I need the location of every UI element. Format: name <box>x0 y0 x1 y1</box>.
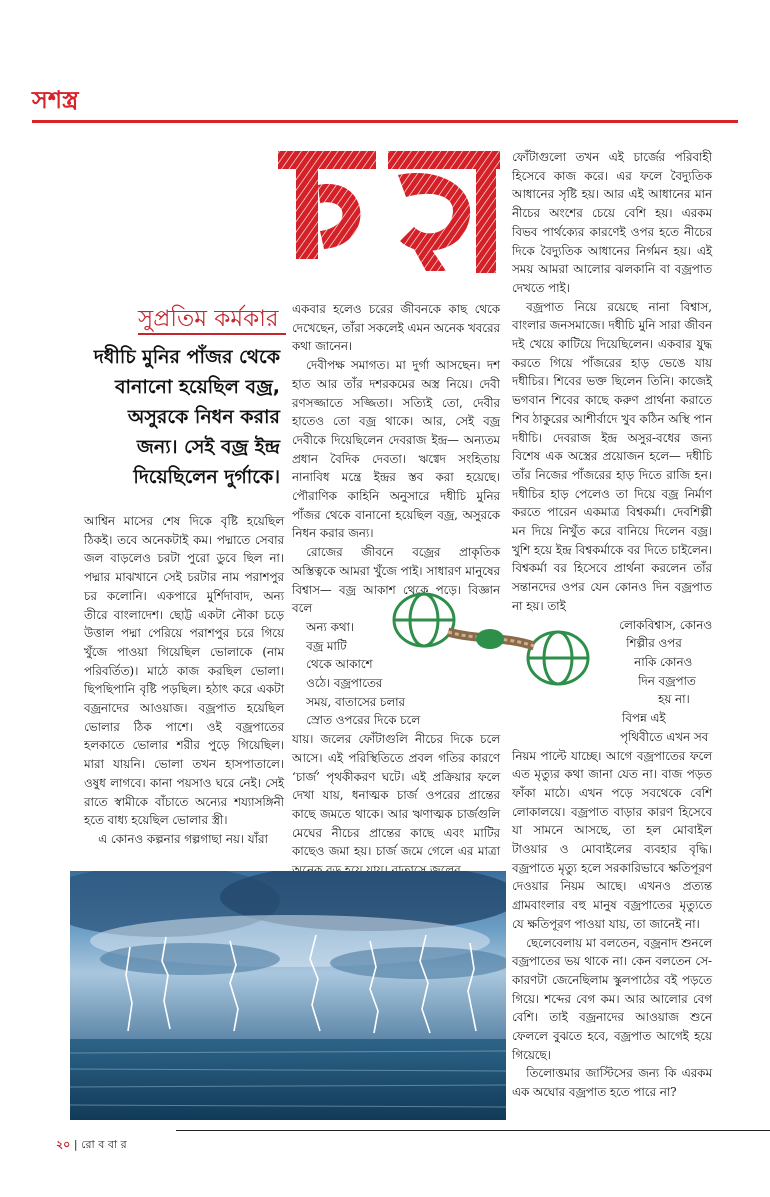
text-line: লোকবিশ্বাস, কোনও <box>619 617 712 632</box>
text-line: বজ্র মাটি <box>306 638 347 653</box>
author-byline: সুপ্রতিম কর্মকার <box>138 306 279 332</box>
lightning-sea-photo <box>70 871 506 1120</box>
section-divider <box>32 120 738 123</box>
article-dek: দধীচি মুনির পাঁজর থেকে বানানো হয়েছিল বজ্র, অসুরকে নিধন করার জন্য। সেই বজ্র ইন্দ্র দিয়েছিলেন দুর্গাকে। <box>93 346 280 488</box>
text-line: স্রোত ওপরের দিকে চলে <box>306 713 421 728</box>
paragraph: একবার হলেও চরের জীবনকে কাছ থেকে দেখেছেন, তাঁরা সকলেই এমন অনেক খবরের কথা জানেন। <box>292 302 500 354</box>
page-number: ২০ <box>56 1138 71 1151</box>
paragraph: আশ্বিন মাসের শেষ দিকে বৃষ্টি হয়েছিল ঠিকই। তবে অনেকটাই কম। পদ্মাতে সেবার জল বাড়লেও চরটা পুরো ডুবে ছিল না। পদ্মার মাঝখানে সেই চরটার নাম পরাশপুর চর কলোনি। একপারে মুর্শিদাবাদ, অন্য তীরে বাংলাদেশ। ছোট্ট একটা নৌকা চড়ে উত্তাল পদ্মা পেরিয়ে পরাশপুর চরে গিয়ে খুঁজে পাওয়া গিয়েছিল ভোলাকে (নাম পরিবর্তিত)। মাঠে কাজ করছিল ভোলা। ছিপছিপানি বৃষ্টি পড়ছিল। হঠাৎ করে একটা বজ্রনাদের আওয়াজ। বজ্রপাত হয়েছিল ভোলার ঠিক পাশে। ওই বজ্রপাতের হলকাতে ভোলার শরীর পুড়ে গিয়েছিল। মারা যায়নি। ভোলা তখন হাসপাতালে। ওষুধ লাগবে। কানা পয়সাও ঘরে নেই। সেই রাতে স্বামীকে বাঁচাতে অন্যের শয্যাসঙ্গিনী হতে বাধ্য হয়েছিল ভোলার স্ত্রী। <box>84 514 284 828</box>
footer-divider <box>176 1130 770 1131</box>
text-line: যায়। জলের ফোঁটাগুলি নীচের দিকে চলে আসে। এই পরিস্থিতিতে প্রবল গতির কারণে ‘চার্জ’ পৃথকীকরণ ঘটে। এই প্রক্রিয়ার ফলে দেখা যায়, ধনাত্মক চার্জ ওপরের প্রান্তের কাছে জমতে থাকে। আর ঋণাত্মক চার্জগুলি মেঘের নীচের প্রান্তের কাছে এবং মাটির কাছেও জমা হয়। চার্জ জমে গেলে এর মাত্রা <box>292 732 500 859</box>
text-line: বজ্রপাত নিয়ে রয়েছে নানা বিশ্বাস, বাংলার জনসমাজে। দধীচি মুনি সারা জীবন দই খেয়ে কাটিয়ে দিয়েছিলেন। একবার যুদ্ধ করতে গিয়ে পাঁজরের হাড় ভেঙে যায় দধীচির। শিবের ভক্ত ছিলেন তিনি। কাজেই ভগবান শিবের কাছে করুণ প্রার্থনা করাতে শিব ঠাকুরের আশীর্বাদে খুব কঠিন অস্থি পান দধীচি। দেবরাজ ইন্দ্র অসুর-বধের জন্য বিশেষ এক অস্ত্রের প্রয়োজন হলে— দধীচি তাঁর নিজের পাঁজরের হাড় দিতে রাজি হন। দধীচির হাড় পেলেও তা দিয়ে বজ্র নির্মাণ করতে পারেন একমাত্র বিশ্বকর্মা। দেবশিল্পী মন দিয়ে নিখুঁত করে বানিয়ে দিলেন বজ্র। খুশি হয়ে ইন্দ্র বিশ্বকর্মাকে বর দিতে চাইলেন। বিশ্বকর্মা বর হিসেবে প্রার্থনা করলেন তাঁর সন্তানদের ওপর যেন কোনও দিন বজ্রপাত না হয়। তাই <box>512 299 712 613</box>
text-line: সময়, বাতাসের চলার <box>306 694 406 709</box>
paragraph: এ কোনও কল্পনার গল্পগাছা নয়। যাঁরা <box>98 831 268 846</box>
byline-divider <box>138 333 286 335</box>
text-line: শিল্পীর ওপর <box>626 636 682 651</box>
text-line: বিপন্ন এই <box>622 711 666 726</box>
magazine-name: রো ব বা র <box>81 1138 127 1151</box>
text-line: থেকে আকাশে <box>306 657 373 672</box>
paragraph: দেবীপক্ষ সমাগত। মা দুর্গা আসছেন। দশ হাত আর তাঁর দশরকমের অস্ত্র নিয়ে। দেবী রণসজ্জাতে সজ্জিতা। সত্যিই তো, দেবীর হাতেও তো বজ্র থাকে। আর, সেই বজ্র দেবীকে দিয়েছিলেন দেবরাজ ইন্দ্র— অন্যতম প্রধান বৈদিক দেবতা। ঋগ্বেদ সংহিতায় নানাবিধ মন্ত্রে ইন্দ্রর স্তব করা হয়েছে। পৌরাণিক কাহিনি অনুসারে দধীচি মুনির পাঁজর থেকে বানানো হয়েছিল বজ্র, অসুরকে নিধন করার জন্য। <box>292 358 500 541</box>
paragraph: ফোঁটাগুলো তখন এই চার্জের পরিবাহী হিসেবে কাজ করে। এর ফলে বৈদ্যুতিক আধানের সৃষ্টি হয়। আর এই আধানের মান নীচের অংশের চেয়ে বেশি হয়। এরকম বিভব পার্থক্যের কারণেই ওপর হতে নীচের দিকে বৈদ্যুতিক আধানের নির্গমন হয়। এই সময় আমরা আলোর ঝলকানি বা বজ্রপাত দেখতে পাই। <box>512 150 712 295</box>
vajra-illustration <box>386 586 598 692</box>
paragraph: তিলোত্তমার জাস্টিসের জন্য কি এরকম এক অঘোর বজ্রপাত হতে পারে না? <box>512 1066 712 1100</box>
page-folio <box>56 1136 127 1155</box>
paragraph: ছেলেবেলায় মা বলতেন, বজ্রনাদ শুনলে বজ্রপাতের ভয় থাকে না। কেন বলতেন সে-কারণটা জেনেছিলাম স্কুলপাঠের বই পড়তে গিয়ে। শব্দের বেগ কম। আর আলোর বেগ বেশি। তাই বজ্রনাদের আওয়াজ শুনে ফেললে বুঝতে হবে, বজ্রপাত আগেই হয়ে গিয়েছে। <box>512 935 712 1062</box>
paragraph <box>512 709 712 933</box>
section-label: সশস্ত্র <box>32 86 79 114</box>
text-line: নিয়ম পাল্টে যাচ্ছে। আগে বজ্রপাতের ফলে এত মৃত্যুর কথা জানা যেত না। বাজ পড়ত ফাঁকা মাঠে। এখন পড়ে সবথেকে বেশি লোকালয়ে। বজ্রপাত বাড়ার কারণ হিসেবে যা সামনে আসছে, তা হল মোবাইল টাওয়ার ও মোবাইলের ব্যবহার বৃদ্ধি। বজ্রপাতে মৃত্যু হলে সরকারিভাবে ক্ষতিপূরণ দেওয়ার নিয়ম আছে। এখনও প্রত্যন্ত গ্রামবাংলার বহু মানুষ বজ্রপাতের মৃত্যুতে যে ক্ষতিপূরণ পাওয়া যায়, তা জানেই না। <box>512 748 712 931</box>
body-column-1 <box>84 512 284 849</box>
folio-separator: | <box>73 1138 78 1151</box>
title-calligraphy <box>276 145 502 275</box>
text-line: দিন বজ্রপাত <box>638 673 696 688</box>
text-line: পৃথিবীতে এখন সব <box>620 729 709 744</box>
text-line: হয় না। <box>658 692 690 707</box>
text-line: অন্য কথা। <box>306 619 355 634</box>
text-line: ওঠে। বজ্রপাতের <box>306 676 383 691</box>
text-line: নাকি কোনও <box>634 654 693 669</box>
text-line: রোজের জীবনে বজ্রের প্রাকৃতিক অস্তিত্বকে আমরা খুঁজে পাই। সাধারণ মানুষের বিশ্বাস— বজ্র আকাশ থেকে পড়ে। বিজ্ঞান বলে <box>292 545 500 616</box>
